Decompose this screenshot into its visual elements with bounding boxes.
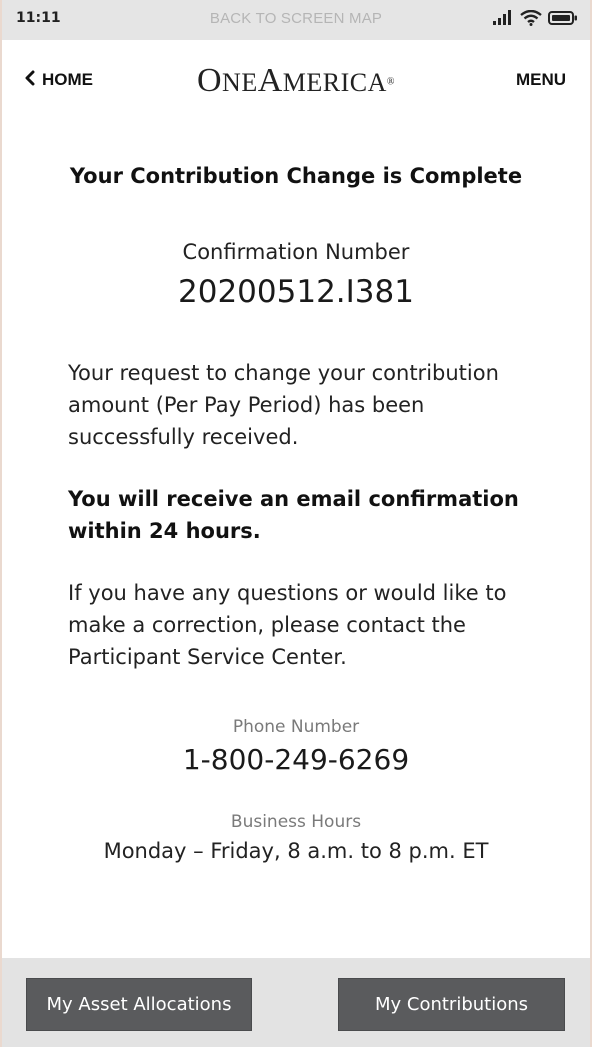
app-header	[2, 40, 590, 124]
status-bar	[2, 0, 590, 40]
wifi-icon	[520, 10, 542, 30]
status-time: 11:11	[16, 10, 61, 26]
signal-icon	[492, 10, 514, 30]
footer-bar	[2, 958, 590, 1047]
confirmation-number-label: Confirmation Number	[182, 240, 410, 264]
my-contributions-button[interactable]: My Contributions	[338, 978, 565, 1031]
business-hours: Monday – Friday, 8 a.m. to 8 p.m. ET	[103, 839, 489, 863]
request-received-text: Your request to change your contribution amount (Per Pay Period) has been successfully received.	[68, 361, 499, 449]
menu-button[interactable]: MENU	[515, 70, 566, 89]
home-label: HOME	[42, 70, 93, 89]
phone-number-label: Phone Number	[232, 717, 360, 737]
status-icons	[492, 10, 578, 30]
my-asset-allocations-button[interactable]: My Asset Allocations	[26, 978, 252, 1031]
oneamerica-logo: ONEAMERICA®	[196, 62, 396, 99]
page-title: Your Contribution Change is Complete	[69, 164, 523, 188]
confirmation-number: 20200512.I381	[178, 274, 414, 310]
back-to-screen-map-link[interactable]: BACK TO SCREEN MAP	[209, 10, 383, 27]
contact-service-text: If you have any questions or would like to make a correction, please contact the Participant Service Center.	[68, 581, 507, 669]
battery-icon	[548, 10, 578, 30]
email-confirmation-text: You will receive an email confirmation within 24 hours.	[68, 487, 519, 543]
phone-number[interactable]: 1-800-249-6269	[182, 743, 410, 776]
business-hours-label: Business Hours	[230, 812, 362, 832]
